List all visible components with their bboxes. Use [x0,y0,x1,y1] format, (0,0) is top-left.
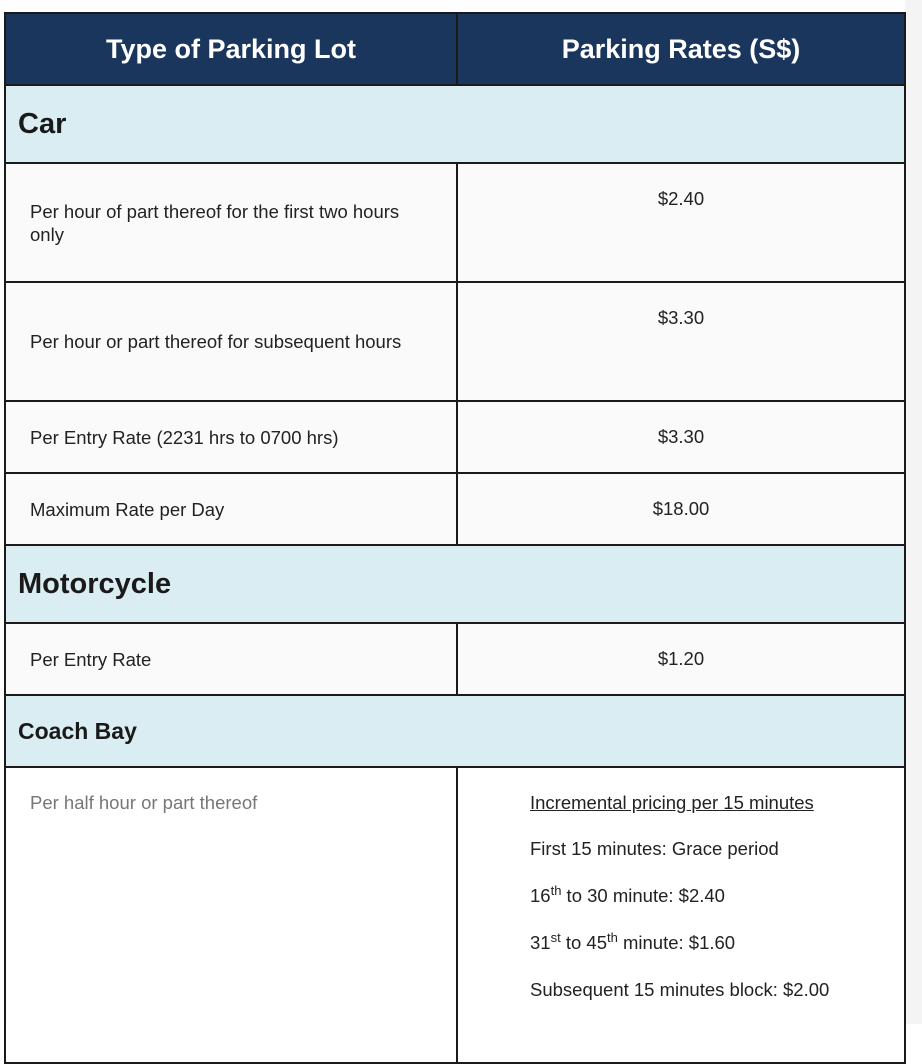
section-row-coach-bay [5,695,905,767]
coach-pricing-line [530,929,904,954]
rate-label: Per Entry Rate (2231 hrs to 0700 hrs) [5,401,457,473]
table-row [5,623,905,695]
coach-line-ordinal: st [550,929,561,945]
coach-line-number: 31 [530,932,551,953]
table-row [5,473,905,545]
table-row [5,767,905,1063]
rate-label: Per hour or part thereof for subsequent hours [5,282,457,401]
table-row [5,163,905,282]
coach-pricing-line: First 15 minutes: Grace period [530,838,779,859]
rate-value: $1.20 [457,623,905,695]
parking-rates-table [4,12,906,1064]
rate-label: Maximum Rate per Day [5,473,457,545]
coach-line-text: minute: $1.60 [617,932,736,953]
rate-value: $3.30 [457,282,905,401]
coach-line-number: 16 [530,885,551,906]
coach-line-ordinal: th [607,929,618,945]
rate-value: $3.30 [457,401,905,473]
header-type-of-lot: Type of Parking Lot [5,13,457,85]
header-parking-rates: Parking Rates (S$) [457,13,905,85]
section-title-coach-bay: Coach Bay [5,695,905,767]
coach-line-ordinal: th [550,882,562,898]
coach-pricing-line [530,882,904,907]
coach-pricing-heading: Incremental pricing per 15 minutes [530,792,814,813]
rate-value: $18.00 [457,473,905,545]
section-row-car [5,85,905,163]
coach-line-text: to 45 [560,932,607,953]
rate-value: $2.40 [457,163,905,282]
section-title-car: Car [5,85,905,163]
page-edge-shade [905,0,922,1024]
coach-pricing-line: Subsequent 15 minutes block: $2.00 [530,979,830,1000]
section-title-motorcycle: Motorcycle [5,545,905,623]
table-header-row [5,13,905,85]
coach-line-text: to 30 minute: $2.40 [561,885,725,906]
rate-label: Per half hour or part thereof [5,767,457,1063]
rate-label: Per hour of part thereof for the first two hours only [5,163,457,282]
table-row [5,282,905,401]
rate-label: Per Entry Rate [5,623,457,695]
section-row-motorcycle [5,545,905,623]
table-row [5,401,905,473]
coach-pricing-details [457,767,905,1063]
